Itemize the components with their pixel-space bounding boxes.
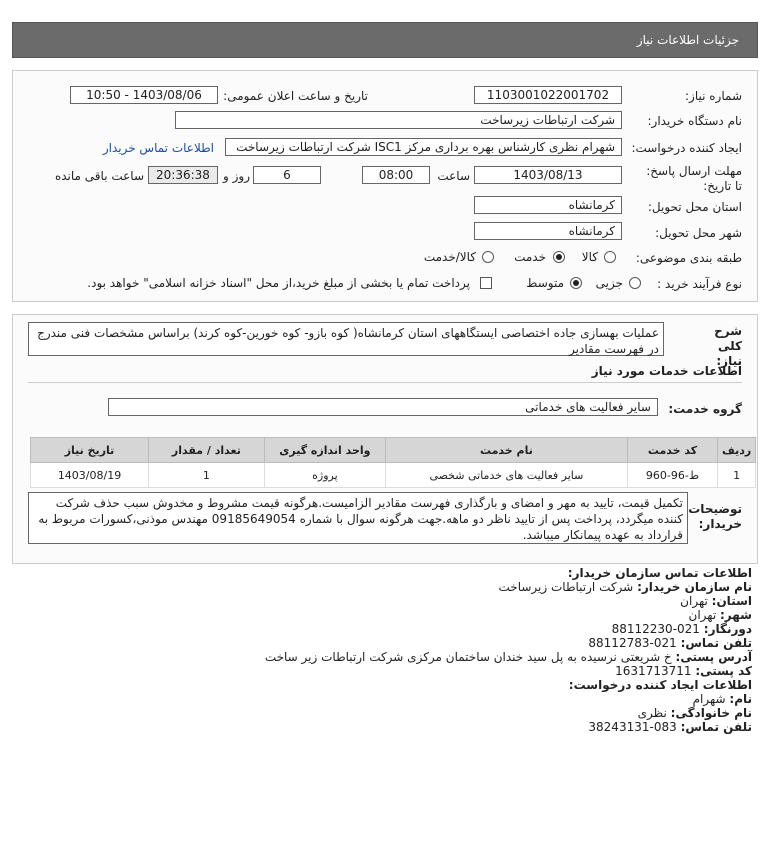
cell-name: سایر فعالیت های خدماتی شخصی	[386, 463, 628, 488]
col-date: تاریخ نیاز	[31, 438, 149, 463]
page-title: جزئیات اطلاعات نیاز	[636, 33, 739, 47]
creator-label: ایجاد کننده درخواست:	[631, 141, 742, 155]
category-option-goods-service: کالا/خدمت	[423, 250, 476, 264]
buyer-org-label: نام دستگاه خریدار:	[647, 114, 742, 128]
contact-city: شهر: تهران	[688, 608, 752, 622]
cell-code: ط-96-960	[627, 463, 717, 488]
category-label: طبقه بندی موضوعی:	[635, 251, 742, 265]
deadline-date-field[interactable]: 1403/08/13	[474, 166, 622, 184]
contact-phone: تلفن تماس: 021-88112783	[588, 636, 752, 650]
category-radio-service[interactable]	[553, 251, 565, 263]
city-field[interactable]: کرمانشاه	[474, 222, 622, 240]
col-unit: واحد اندازه گیری	[264, 438, 385, 463]
need-number-field[interactable]: 1103001022001702	[474, 86, 622, 104]
cell-row: 1	[718, 463, 756, 488]
province-label: استان محل تحویل:	[647, 200, 742, 214]
section-divider	[28, 382, 742, 383]
treasury-checkbox[interactable]	[480, 277, 492, 289]
announce-label: تاریخ و ساعت اعلان عمومی:	[223, 89, 368, 103]
service-group-label: گروه خدمت:	[668, 402, 742, 416]
process-radio-minor[interactable]	[629, 277, 641, 289]
category-radio-goods[interactable]	[604, 251, 616, 263]
category-option-service: خدمت	[514, 250, 546, 264]
col-code: کد خدمت	[627, 438, 717, 463]
services-table	[30, 437, 756, 488]
contact-address: آدرس پستی: خ شریعتی نرسیده به پل سید خندان ساختمان مرکزی شرکت ارتباطات زیر ساخت	[264, 650, 752, 664]
need-number-label: شماره نیاز:	[685, 89, 742, 103]
buyer-org-field[interactable]: شرکت ارتباطات زیرساخت	[175, 111, 622, 129]
time-label: ساعت	[437, 169, 470, 183]
page-header	[12, 22, 758, 58]
contact-org: نام سازمان خریدار: شرکت ارتباطات زیرساخت	[498, 580, 752, 594]
category-radio-goods-service[interactable]	[482, 251, 494, 263]
summary-text: عملیات بهسازی جاده اختصاصی ایستگاههای استان کرمانشاه( کوه بازو- کوه خورین-کوه کرند) براساس مشخصات فنی مندرج در فهرست مقادیر	[28, 322, 664, 356]
service-group-field[interactable]: سایر فعالیت های خدماتی	[108, 398, 658, 416]
cell-qty: 1	[149, 463, 265, 488]
cell-date: 1403/08/19	[31, 463, 149, 488]
table-row	[31, 463, 756, 488]
creator-phone: تلفن تماس: 083-38243131	[588, 720, 752, 734]
process-option-medium: متوسط	[526, 276, 564, 290]
contact-province: استان: تهران	[680, 594, 752, 608]
process-option-minor: جزیی	[595, 276, 623, 290]
contact-fax: دورنگار: 021-88112230	[611, 622, 752, 636]
remaining-label: ساعت باقی مانده	[54, 169, 144, 183]
col-row: ردیف	[718, 438, 756, 463]
contact-postal: کد پستی: 1631713711	[615, 664, 752, 678]
province-field[interactable]: کرمانشاه	[474, 196, 622, 214]
days-label: روز و	[223, 169, 250, 183]
col-qty: تعداد / مقدار	[149, 438, 265, 463]
process-radio-medium[interactable]	[570, 277, 582, 289]
category-option-goods: کالا	[581, 250, 598, 264]
creator-title: اطلاعات ایجاد کننده درخواست:	[568, 678, 752, 692]
announce-field[interactable]: 1403/08/06 - 10:50	[70, 86, 218, 104]
table-header-row	[31, 438, 756, 463]
summary-label: شرح کلی نیاز:	[714, 324, 742, 368]
contact-title: اطلاعات تماس سازمان خریدار:	[567, 566, 752, 580]
deadline-label: مهلت ارسال پاسخ: تا تاریخ:	[646, 164, 742, 193]
remaining-time-field: 20:36:38	[148, 166, 218, 184]
buyer-notes-label: توضیحات خریدار:	[688, 502, 742, 531]
services-section-title: اطلاعات خدمات مورد نیاز	[591, 364, 742, 378]
treasury-text: پرداخت تمام یا بخشی از مبلغ خرید،از محل "اسناد خزانه اسلامی" خواهد بود.	[87, 276, 470, 290]
city-label: شهر محل تحویل:	[655, 226, 742, 240]
buyer-contact-link[interactable]: اطلاعات تماس خریدار	[102, 141, 214, 155]
buyer-notes-text: تکمیل قیمت، تایید به مهر و امضای و بارگذاری فهرست مقادیر الزامیست.هرگونه قیمت مشروط و مخدوش سبب حذف شرکت کننده میگردد، پرداخت پس از تایید ناظر دو ماهه.جهت هرگونه سوال با شماره 09185649054 مهندس موذنی،کسورات مربوط به قرارداد به عهده پیمانکار میباشد.	[28, 492, 688, 544]
deadline-time-field[interactable]: 08:00	[362, 166, 430, 184]
cell-unit: پروژه	[264, 463, 385, 488]
creator-last-name: نام خانوادگی: نظری	[637, 706, 752, 720]
col-name: نام خدمت	[386, 438, 628, 463]
days-field[interactable]: 6	[253, 166, 321, 184]
creator-first-name: نام: شهرام	[692, 692, 752, 706]
creator-field[interactable]: شهرام نظری کارشناس بهره برداری مرکز ISC1 شرکت ارتباطات زیرساخت	[225, 138, 622, 156]
process-label: نوع فرآیند خرید :	[657, 277, 742, 291]
